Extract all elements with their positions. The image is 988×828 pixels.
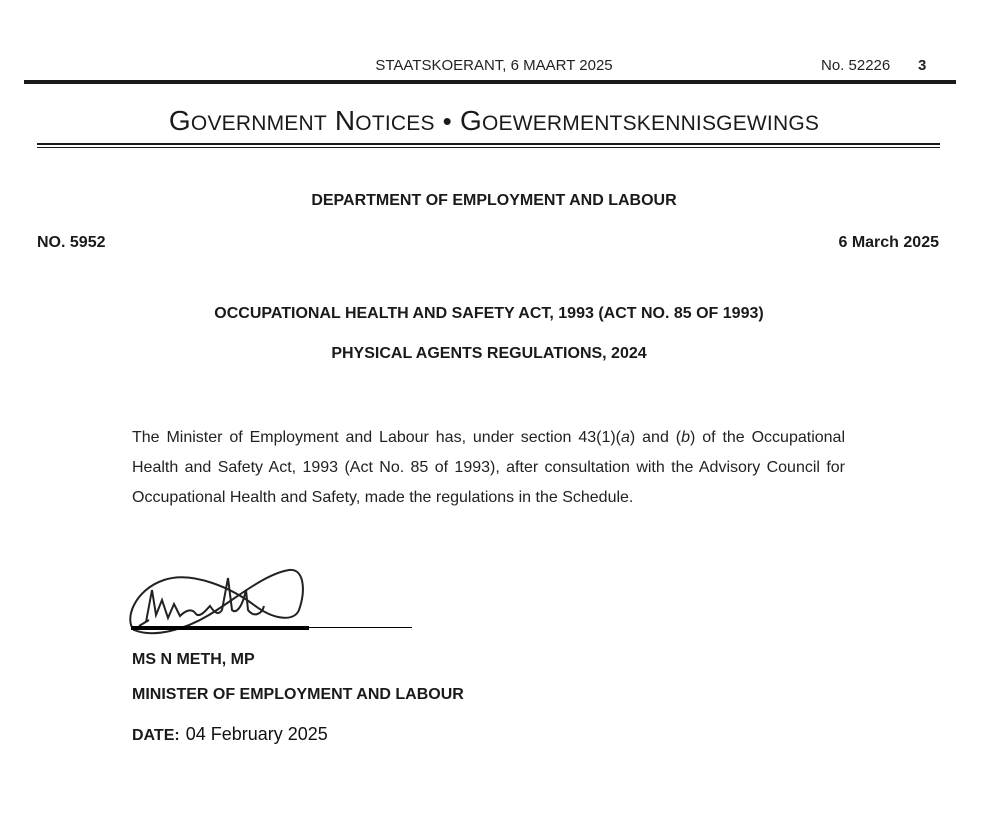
signature-stroke (146, 578, 264, 622)
act-title: OCCUPATIONAL HEALTH AND SAFETY ACT, 1993 (ACT NO. 85 OF 1993) (214, 305, 764, 322)
body-text-segment: ) and ( (629, 429, 682, 446)
section-rule-bottom (37, 147, 940, 148)
gazette-title: STAATSKOERANT, 6 MAART 2025 (375, 57, 613, 74)
regulations-title: PHYSICAL AGENTS REGULATIONS, 2024 (331, 345, 647, 362)
section-rule-top (37, 143, 940, 145)
signature-line-extension (309, 627, 412, 628)
signatory-name: MS N METH, MP (132, 651, 255, 668)
body-text-segment: The Minister of Employment and Labour has, under section 43(1)( (132, 429, 622, 446)
notice-number: NO. 5952 (37, 234, 106, 251)
date-label: DATE: (132, 727, 180, 744)
signatory-title: MINISTER OF EMPLOYMENT AND LABOUR (132, 686, 464, 703)
heading-initial: N (334, 105, 356, 136)
notice-date: 6 March 2025 (838, 234, 939, 251)
body-italic-a: a (621, 429, 630, 446)
running-head (0, 57, 988, 77)
issue-number: No. 52226 (821, 57, 891, 74)
signature-line (131, 626, 309, 630)
heading-smallcaps: OVERNMENT (190, 112, 327, 135)
heading-initial: G (459, 105, 482, 136)
signature-stroke (130, 570, 303, 633)
heading-smallcaps: OEWERMENTSKENNISGEWINGS (481, 112, 820, 135)
page-number: 3 (918, 57, 927, 74)
body-italic-b: b (681, 429, 690, 446)
date-value: 04 February 2025 (185, 724, 328, 744)
header-rule (24, 80, 956, 84)
signature-date (132, 724, 328, 745)
body-text-segment: ) of the Occupational Health and Safety Act, 1993 (Act No. 85 of 1993), after consultation with the Advisory Council for Occupational Health and Safety, made the regulations in the Schedule. (132, 429, 845, 506)
heading-initial: G (168, 105, 191, 136)
notice-body (132, 423, 845, 513)
section-heading (0, 105, 988, 137)
heading-smallcaps: OTICES (355, 112, 435, 135)
bullet-separator: • (442, 106, 452, 136)
department-name: DEPARTMENT OF EMPLOYMENT AND LABOUR (311, 192, 677, 209)
